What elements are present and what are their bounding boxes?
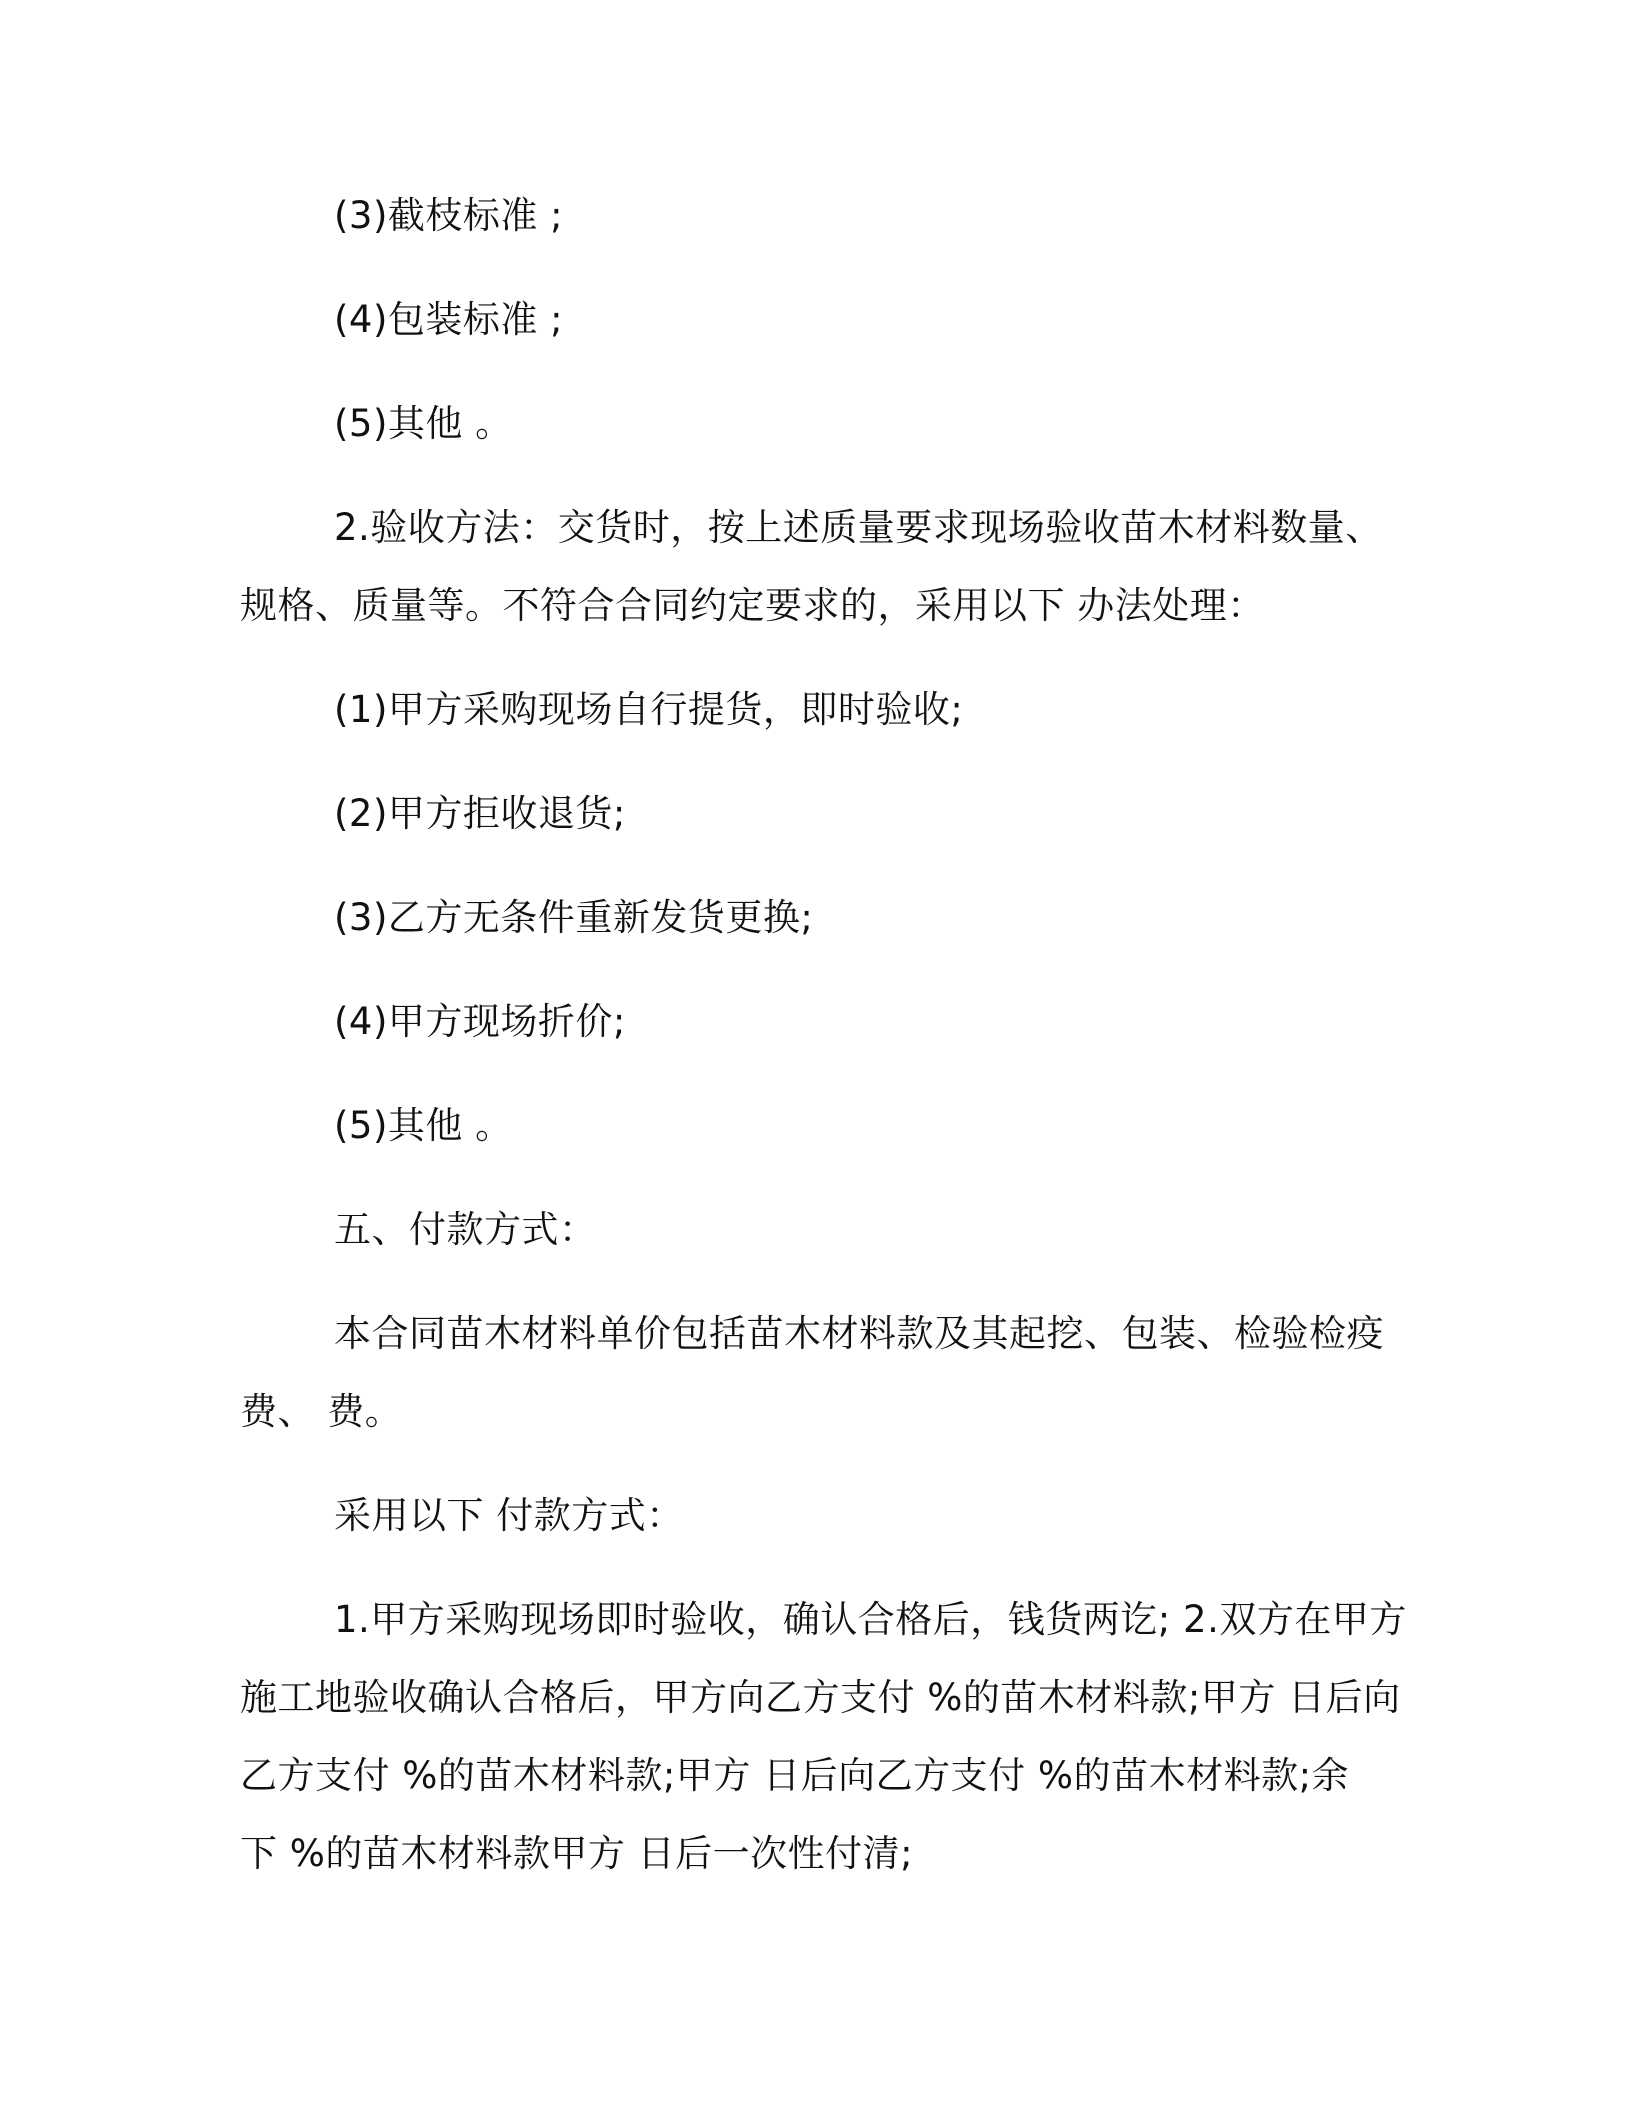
text-line: (3)乙方无条件重新发货更换; [334, 896, 814, 939]
text-line: 2.验收方法：交货时，按上述质量要求现场验收苗木材料数量、 [334, 506, 1383, 549]
text-line: (1)甲方采购现场自行提货，即时验收; [334, 688, 964, 731]
text-line: 1.甲方采购现场即时验收，确认合格后，钱货两讫; 2.双方在甲方 [334, 1598, 1407, 1641]
text-line: (3)截枝标准 ; [334, 194, 564, 237]
text-line: (4)甲方现场折价; [334, 1000, 626, 1043]
text-line: (4)包装标准 ; [334, 298, 564, 341]
text-line: 乙方支付 %的苗木材料款;甲方 日后向乙方支付 %的苗木材料款;余 [240, 1754, 1350, 1797]
text-line: 下 %的苗木材料款甲方 日后一次性付清; [240, 1832, 914, 1875]
text-line: (5)其他 。 [334, 402, 513, 445]
section-heading: 五、付款方式： [334, 1208, 597, 1251]
text-line: (5)其他 。 [334, 1104, 513, 1147]
text-line: 施工地验收确认合格后，甲方向乙方支付 %的苗木材料款;甲方 日后向 [240, 1676, 1401, 1719]
text-line: 本合同苗木材料单价包括苗木材料款及其起挖、包装、检验检疫 [334, 1312, 1384, 1355]
text-line: 费、 费。 [240, 1390, 403, 1433]
text-line: 采用以下 付款方式： [334, 1494, 684, 1537]
text-line: 规格、质量等。不符合合同约定要求的，采用以下 办法处理： [240, 584, 1265, 627]
text-line: (2)甲方拒收退货; [334, 792, 626, 835]
